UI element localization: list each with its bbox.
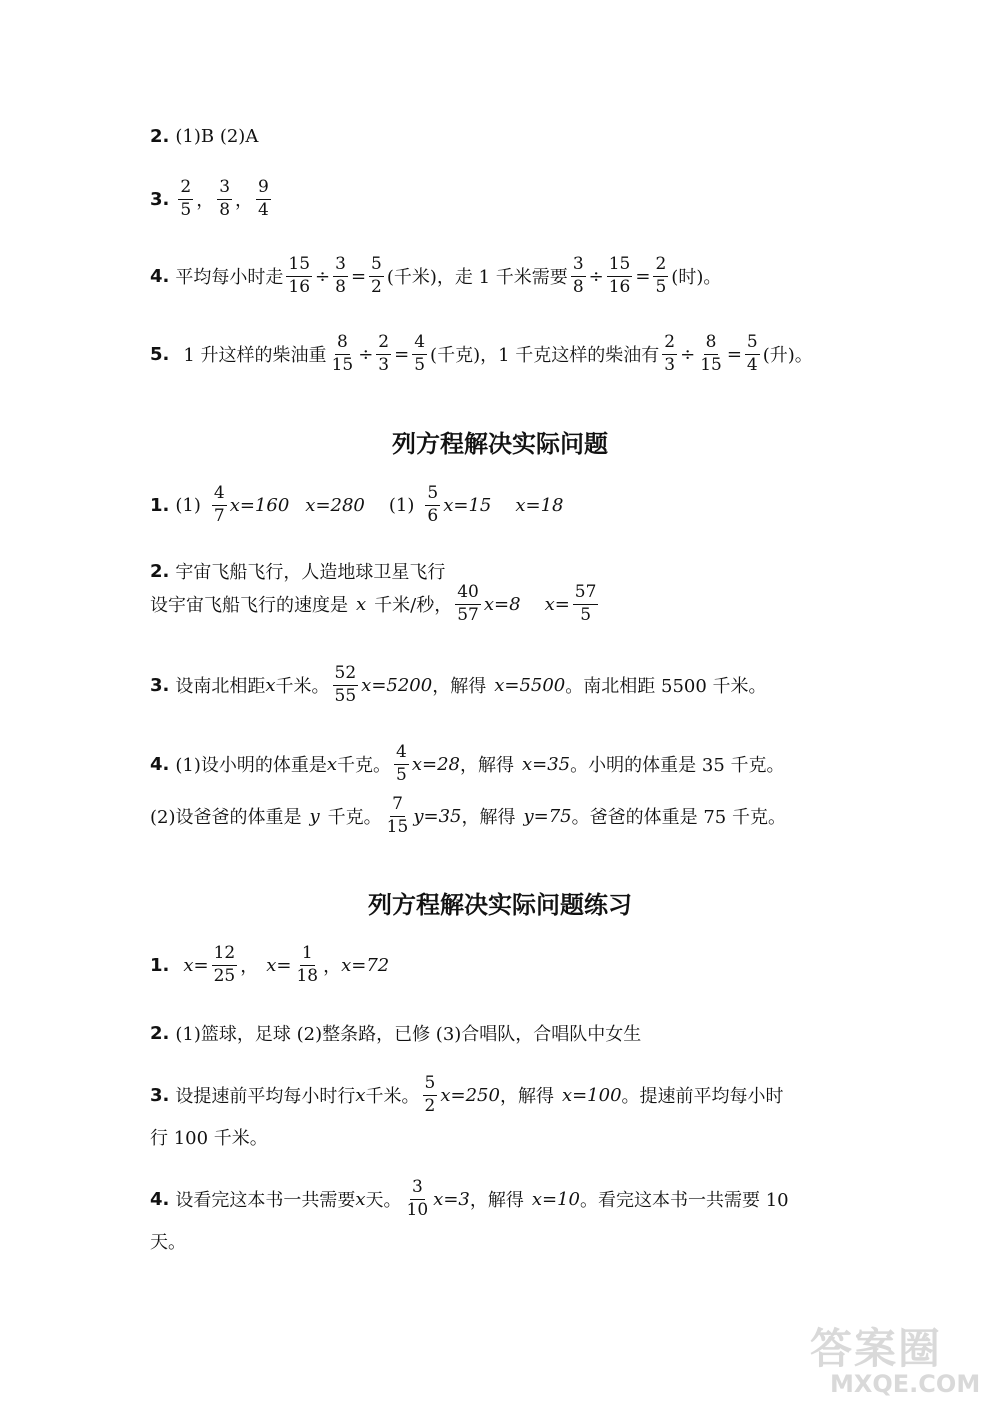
numerator: 2 [653,255,668,277]
fraction [405,1178,431,1220]
denominator: 15 [331,354,354,375]
item-number: 3. [150,188,170,210]
answer-text: ，解得 [461,807,516,829]
equation: x=3 [433,1188,470,1210]
numerator: 15 [607,255,633,277]
answer-text: (1)篮球，足球 (2)整条路，已修 (3)合唱队，合唱队中女生 [175,1024,642,1045]
answer-text: 。爸爸的体重是 75 千克。 [571,807,786,829]
numerator: 2 [662,333,677,355]
denominator: 15 [700,354,722,375]
answer-4 [150,255,721,297]
variable: y [309,805,320,827]
fraction [217,178,232,220]
denominator: 4 [746,354,758,375]
answer-text: 。小明的体重是 35 千克。 [570,755,785,777]
fraction [333,664,359,706]
item-number: 2. [150,126,170,147]
answer-text: ，解得 [469,1190,524,1212]
answer-text: (升)。 [762,345,813,367]
item-number: 4. [150,265,170,287]
equation: x=28 [411,753,460,775]
answer-3-line2 [150,1124,268,1150]
fraction [212,944,238,986]
equation: x=72 [341,954,390,976]
numerator: 40 [455,583,481,605]
section-title: 列方程解决实际问题 [392,430,608,458]
fraction [698,333,724,375]
equation: x= [544,593,570,615]
fraction [423,1074,438,1116]
equation: x=15 [443,494,492,516]
answer-text: (时)。 [671,267,722,289]
answer-text: (千克)，1 千克这样的柴油有 [430,345,660,367]
equation: y=35 [413,805,462,827]
equation: y=75 [523,805,572,827]
denominator: 16 [608,276,631,297]
denominator: 55 [334,685,357,706]
equation: x=8 [483,593,521,615]
fraction [330,333,356,375]
numerator: 5 [369,255,384,277]
equation: x=5200 [361,674,433,696]
fraction [653,255,668,297]
answer-text: ，解得 [499,1086,554,1108]
answer-text: 千米/秒， [374,595,453,617]
operator: = [635,265,651,287]
fraction [212,484,227,526]
fraction [385,795,411,837]
answer-text: 天。 [365,1190,402,1212]
answer-1 [150,484,564,526]
numerator: 4 [394,743,409,765]
denominator: 16 [288,276,311,297]
denominator: 8 [335,276,346,297]
answer-text: 。看完这本书一共需要 10 [580,1190,789,1212]
numerator: 5 [425,484,440,506]
answer-text: 千克。 [327,807,382,829]
numerator: 52 [333,664,359,686]
equation: x=10 [531,1188,580,1210]
answer-text: ，解得 [432,676,487,698]
denominator: 7 [213,505,225,526]
variable: x [355,1084,366,1106]
denominator: 5 [396,764,407,785]
numerator: 4 [212,484,227,506]
watermark-url: MXQE.COM [830,1370,981,1398]
answer-5 [150,333,813,375]
operator: ÷ [588,265,604,287]
answer-3 [150,664,767,706]
fraction [294,944,320,986]
answer-text: 。提速前平均每小时 [621,1086,784,1108]
answer-4-line1 [150,1178,789,1220]
operator: ÷ [680,343,696,365]
numerator: 1 [300,944,315,966]
operator: ÷ [315,265,331,287]
fraction [369,255,384,297]
equation: x=280 [305,494,365,516]
equation: x=35 [522,753,571,775]
variable: x [265,674,276,696]
answer-text: 千米。 [275,676,330,698]
denominator: 5 [180,199,192,220]
equation: x=160 [229,494,290,516]
fraction [412,333,427,375]
item-number: 1. [150,954,170,976]
denominator: 18 [296,965,319,986]
variable: x [356,593,367,615]
fraction [178,178,193,220]
variable: x [355,1188,366,1210]
watermark-text: 答案圈 [810,1324,943,1373]
answer-text: (2)设爸爸的体重是 [150,807,302,829]
equation: x=250 [440,1084,500,1106]
denominator: 3 [664,354,676,375]
numerator: 3 [217,178,232,200]
fraction [425,484,440,526]
numerator: 15 [286,255,312,277]
answer-4-line2 [150,1228,186,1254]
answer-text: 设提速前平均每小时行 [175,1086,356,1108]
numerator: 3 [410,1178,425,1200]
answer-3-line1 [150,1074,784,1116]
fraction [286,255,312,297]
numerator: 9 [256,178,271,200]
item-number: 1. [150,494,170,516]
answer-text: 行 100 千米。 [150,1128,268,1149]
answer-2 [150,1020,641,1046]
answer-text: (千米)，走 1 千米需要 [386,267,568,289]
answer-1 [150,944,389,986]
denominator: 57 [457,604,479,625]
answer-4-part2 [150,795,786,837]
answer-text: 设看完这本书一共需要 [175,1190,356,1212]
separator: ， [323,956,342,978]
answer-text: (1)设小明的体重是 [175,755,327,777]
denominator: 5 [414,354,426,375]
answer-text: 宇宙飞船飞行，人造地球卫星飞行 [175,562,446,583]
item-number: 2. [150,1022,170,1044]
denominator: 8 [572,276,584,297]
operator: ÷ [358,343,374,365]
numerator: 4 [412,333,427,355]
item-number: 5. [150,343,170,365]
fraction [662,333,677,375]
fraction [333,255,348,297]
answer-2-line2 [150,583,601,625]
denominator: 4 [258,199,269,220]
denominator: 5 [655,276,667,297]
variable: x [326,753,338,775]
answer-text: 千克。 [337,755,392,777]
equation: x= [183,954,209,976]
answer-text: ，解得 [460,755,514,777]
denominator: 15 [386,816,409,837]
numerator: 5 [423,1074,438,1096]
item-number: 4. [150,1188,170,1210]
fraction [376,333,391,375]
numerator: 8 [704,333,719,355]
part-label: (1) [388,494,415,516]
denominator: 25 [213,965,236,986]
equation: x=18 [515,494,564,516]
separator: ， [196,190,215,212]
numerator: 2 [376,333,391,355]
numerator: 3 [571,255,586,277]
answer-3 [150,178,274,220]
item-number: 2. [150,560,170,582]
denominator: 10 [406,1199,429,1220]
answer-text: (1)B (2)A [175,126,259,147]
item-number: 3. [150,1084,170,1106]
denominator: 5 [580,604,592,625]
denominator: 2 [424,1095,436,1116]
answer-text: 设南北相距 [175,676,266,698]
denominator: 6 [427,505,439,526]
numerator: 3 [333,255,348,277]
fraction [571,255,586,297]
section-title: 列方程解决实际问题练习 [368,891,632,919]
answer-text: 设宇宙飞船飞行的速度是 [150,595,348,617]
operator: = [350,265,367,287]
fraction [394,743,409,785]
answer-text: 千米。 [365,1086,420,1108]
part-label: (1) [175,494,201,516]
equation: x=100 [561,1084,622,1106]
numerator: 7 [390,795,405,817]
watermark-logo [810,1316,980,1406]
separator: ， [240,956,259,978]
separator: ， [235,190,254,212]
numerator: 12 [212,944,238,966]
equation: x=5500 [494,674,566,696]
answer-2 [150,126,258,147]
answer-2-line1 [150,558,445,584]
denominator: 8 [219,199,231,220]
operator: = [726,343,742,365]
answer-text: 天。 [150,1232,186,1253]
numerator: 57 [573,583,599,605]
answer-text: 1 升这样的柴油重 [183,345,327,367]
numerator: 5 [745,333,760,355]
numerator: 2 [178,178,193,200]
item-number: 3. [150,674,170,696]
denominator: 2 [371,276,382,297]
answer-text: 。南北相距 5500 千米。 [565,676,767,698]
operator: = [394,343,410,365]
fraction [573,583,599,625]
fraction [745,333,760,375]
answer-4-part1 [150,743,785,785]
fraction [607,255,633,297]
item-number: 4. [150,753,170,775]
numerator: 8 [335,333,350,355]
denominator: 3 [378,354,390,375]
answer-text: 平均每小时走 [175,267,284,289]
equation: x= [266,954,292,976]
fraction [256,178,271,220]
fraction [455,583,481,625]
